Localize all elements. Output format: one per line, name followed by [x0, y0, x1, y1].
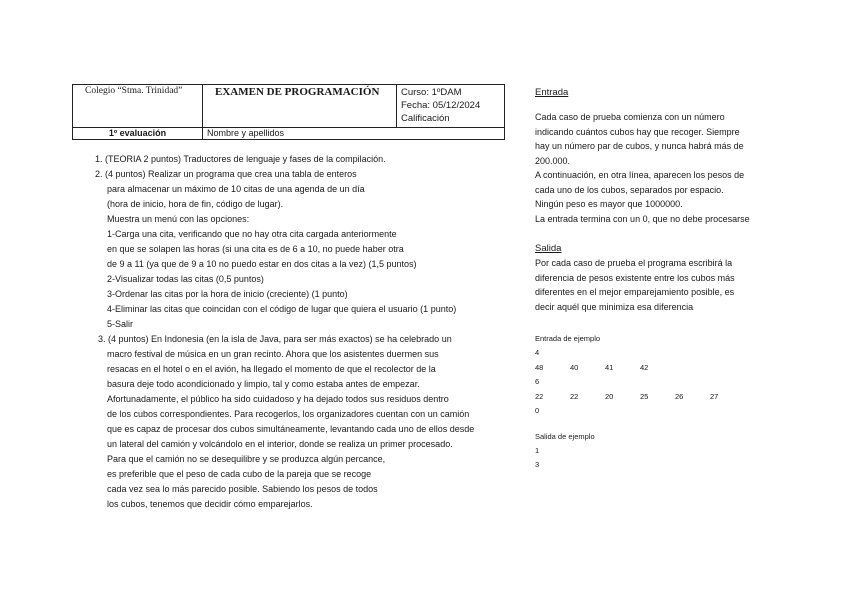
entrada-line: Cada caso de prueba comienza con un número	[535, 112, 725, 122]
menu-option-1-line: de 9 a 11 (ya que de 9 a 10 no puedo estar en dos citas a la vez) (1,5 puntos)	[107, 259, 417, 269]
question-3-line: los cubos, tenemos que decidir cómo emparejarlos.	[107, 499, 313, 509]
sample-input-row	[535, 361, 825, 376]
sample-output-row	[535, 458, 825, 473]
entrada-line: indicando cuántos cubos hay que recoger. Siempre	[535, 126, 740, 137]
sample-value: 26	[675, 391, 684, 401]
question-3-line: un lateral del camión y volcándolo en el interior, donde se realiza un primer procesado.	[107, 439, 453, 449]
sample-value: 6	[535, 377, 540, 386]
sample-input-row	[535, 404, 825, 419]
question-3-line: de los cubos correspondientes. Para recogerlos, los organizadores cuentan con un camión	[107, 409, 470, 419]
sample-output-row	[535, 444, 825, 459]
question-3-line: macro festival de música en un gran recinto. Ahora que los asistentes duermen sus	[107, 349, 439, 359]
exam-header-table	[72, 84, 505, 140]
question-3-line: cada vez sea lo más parecido posible. Sabiendo los pesos de todos	[107, 484, 378, 494]
menu-option-1-line: en que se solapen las horas (si una cita es de 6 a 10, no puede haber otra	[107, 244, 404, 254]
menu-option-1: 1-Carga una cita, verificando que no hay otra cita cargada anteriormente	[107, 229, 397, 239]
question-3-line: es preferible que el peso de cada cubo de la pareja que se recoge	[107, 469, 372, 479]
question-2-line: Muestra un menú con las opciones:	[107, 214, 250, 224]
sample-value: 48	[535, 362, 544, 372]
question-3-line: basura deje todo acondicionado y limpio, tal y como estaba antes de empezar.	[107, 379, 420, 389]
questions-list	[95, 152, 505, 512]
grade-label: Calificación	[401, 113, 450, 124]
sample-value: 4	[535, 348, 540, 357]
course-label: Curso: 1ºDAM	[401, 87, 462, 98]
sample-value: 41	[605, 362, 614, 372]
sample-value: 20	[605, 391, 614, 401]
sample-input-row	[535, 346, 825, 361]
menu-option-2: 2-Visualizar todas las citas (0,5 puntos)	[107, 274, 264, 284]
evaluation-label: 1º evaluación	[73, 127, 203, 139]
sample-value: 42	[640, 362, 649, 372]
menu-option-4: 4-Eliminar las citas que coincidan con el código de lugar que quiera el usuario (1 punto)	[107, 304, 457, 314]
menu-option-3: 3-Ordenar las citas por la hora de inicio (creciente) (1 punto)	[107, 289, 348, 299]
sample-input-row	[535, 375, 825, 390]
sample-input-row	[535, 390, 825, 405]
sample-value: 1	[535, 445, 540, 455]
entrada-line: Ningún peso es mayor que 1000000.	[535, 199, 683, 209]
question-2-line: para almacenar un máximo de 10 citas de una agenda de un día	[107, 184, 365, 194]
sample-value: 3	[535, 460, 540, 469]
question-2: 2. (4 puntos) Realizar un programa que crea una tabla de enteros	[95, 169, 357, 179]
sample-value: 40	[570, 362, 579, 372]
course-info	[397, 85, 505, 128]
date-label: Fecha: 05/12/2024	[401, 100, 481, 111]
school-name: Colegio “Stma. Trinidad”	[73, 85, 203, 128]
entrada-line: cada uno de los cubos, separados por espacio.	[535, 184, 724, 195]
sample-value: 22	[570, 391, 579, 401]
sample-value: 0	[535, 406, 540, 415]
salida-line: Por cada caso de prueba el programa escribirá la	[535, 258, 733, 268]
sample-input-title: Entrada de ejemplo	[535, 334, 601, 343]
question-3-line: Para que el camión no se desequilibre y se produzca algún percance,	[107, 454, 386, 464]
exam-title: EXAMEN DE PROGRAMACIÓN	[203, 85, 397, 128]
salida-line: diferencia de pesos existente entre los cubos más	[535, 272, 735, 283]
sample-value: 27	[710, 391, 719, 401]
sample-value: 25	[640, 391, 649, 401]
sample-value: 22	[535, 391, 544, 401]
question-3-line: resacas en el hotel o en el avión, ha llegado el momento de que el recolector de la	[107, 364, 436, 374]
entrada-line: hay un número par de cubos, y nunca habrá más de	[535, 141, 744, 151]
question-3-line: Afortunadamente, el público ha sido cuidadoso y ha dejado todos sus residuos dentro	[107, 394, 449, 404]
question-3: 3. (4 puntos) En Indonesia (en la isla de Java, para ser más exactos) se ha celebrado un	[98, 334, 452, 344]
problem-spec	[535, 86, 825, 473]
question-2-line: (hora de inicio, hora de fin, código de lugar).	[107, 199, 284, 209]
entrada-title: Entrada	[535, 87, 569, 98]
menu-option-5: 5-Salir	[107, 319, 134, 329]
question-3-line: que es capaz de procesar dos cubos simultáneamente, levantando cada uno de ellos desde	[107, 424, 475, 434]
name-label: Nombre y apellidos	[203, 127, 505, 139]
salida-title: Salida	[535, 243, 562, 254]
entrada-line: La entrada termina con un 0, que no debe procesarse	[535, 213, 750, 224]
sample-output-title: Salida de ejemplo	[535, 431, 595, 441]
entrada-line: 200.000.	[535, 155, 571, 166]
entrada-line: A continuación, en otra línea, aparecen los pesos de	[535, 170, 745, 180]
salida-line: decir aquél que minimiza esa diferencia	[535, 301, 694, 312]
question-1: 1. (TEORIA 2 puntos) Traductores de lenguaje y fases de la compilación.	[95, 154, 386, 164]
salida-line: diferentes en el mejor emparejamiento posible, es	[535, 287, 735, 297]
